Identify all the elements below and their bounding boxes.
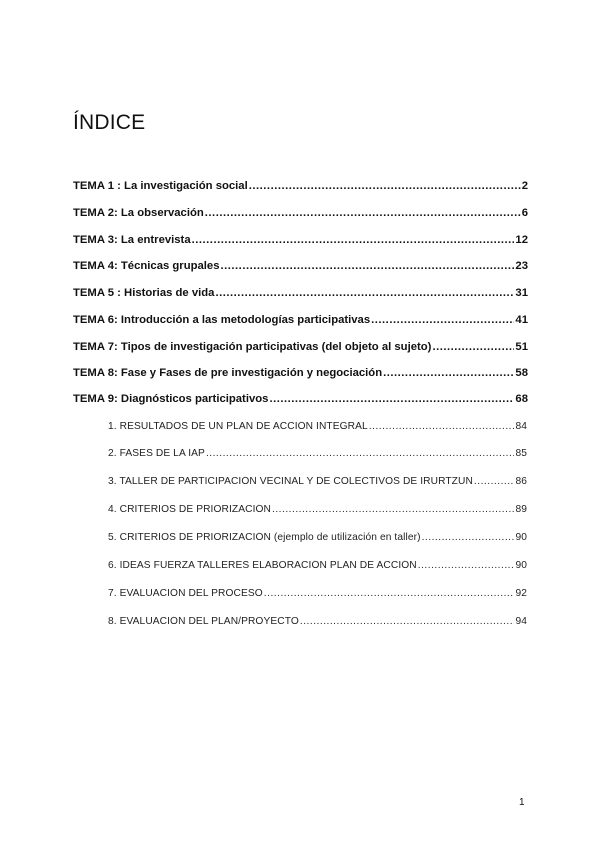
toc-subentry-label: 2. FASES DE LA IAP: [108, 448, 205, 459]
toc-subentry-label: 5. CRITERIOS DE PRIORIZACIÓN (ejemplo de utilización en taller): [108, 532, 421, 543]
dot-leader: [371, 314, 514, 326]
toc-entry-tema-8[interactable]: [73, 367, 528, 379]
toc-entry-label: TEMA 1 : La investigación social: [73, 180, 248, 192]
toc-entry-tema-9[interactable]: [73, 393, 528, 405]
toc-entry-page: 41: [515, 314, 528, 326]
toc-subentry-page: 89: [515, 504, 527, 515]
toc-entry-page: 23: [515, 260, 528, 272]
toc-subentry-2[interactable]: [108, 448, 527, 459]
toc-subentry-label: 6. IDEAS FUERZA TALLERES ELABORACIÓN PLAN DE ACCIÓN: [108, 560, 417, 571]
toc-entry-page: 51: [515, 341, 528, 353]
toc-subentry-3[interactable]: [108, 476, 527, 487]
toc-subentry-label: 7. EVALUACIÓN DEL PROCESO: [108, 588, 263, 599]
toc-entry-label: TEMA 3: La entrevista: [73, 234, 191, 246]
toc-entry-tema-3[interactable]: [73, 234, 528, 246]
toc-entry-label: TEMA 7: Tipos de investigación participativas (del objeto al sujeto): [73, 341, 432, 353]
toc-entry-label: TEMA 5 : Historias de vida: [73, 287, 215, 299]
dot-leader: [220, 260, 514, 272]
dot-leader: [422, 532, 515, 543]
toc-entry-page: 6: [521, 207, 528, 219]
dot-leader: [269, 393, 514, 405]
dot-leader: [474, 476, 515, 487]
toc-subentry-page: 90: [515, 532, 527, 543]
dot-leader: [249, 180, 521, 192]
toc-subentry-page: 85: [515, 448, 527, 459]
toc-entry-label: TEMA 6: Introducción a las metodologías participativas: [73, 314, 371, 326]
toc-subentry-7[interactable]: [108, 588, 527, 599]
dot-leader: [215, 287, 514, 299]
toc-subentry-page: 86: [515, 476, 527, 487]
toc-entry-tema-6[interactable]: [73, 314, 528, 326]
toc-subentry-4[interactable]: [108, 504, 527, 515]
toc-subentry-6[interactable]: [108, 560, 527, 571]
dot-leader: [383, 367, 514, 379]
toc-entry-page: 68: [515, 393, 528, 405]
dot-leader: [432, 341, 514, 353]
toc-subentry-label: 3. TALLER DE PARTICIPACIÓN VECINAL Y DE COLECTIVOS DE IRURTZUN: [108, 476, 473, 487]
toc-entry-page: 2: [521, 180, 528, 192]
toc-entry-label: TEMA 2: La observación: [73, 207, 204, 219]
toc-subentry-page: 94: [515, 616, 527, 627]
toc-entry-tema-2[interactable]: [73, 207, 528, 219]
toc-subentry-8[interactable]: [108, 616, 527, 627]
dot-leader: [300, 616, 515, 627]
toc-subentry-1[interactable]: [108, 421, 527, 432]
dot-leader: [205, 207, 521, 219]
toc-entry-label: TEMA 9: Diagnósticos participativos: [73, 393, 269, 405]
toc-entry-tema-1[interactable]: [73, 180, 528, 192]
toc-subentry-page: 92: [515, 588, 527, 599]
dot-leader: [272, 504, 514, 515]
toc-entry-tema-4[interactable]: [73, 260, 528, 272]
toc-subentry-label: 4. CRITERIOS DE PRIORIZACIÓN: [108, 504, 271, 515]
toc-entry-page: 31: [515, 287, 528, 299]
page-number: 1: [519, 797, 525, 808]
toc-subentry-5[interactable]: [108, 532, 527, 543]
toc-subentry-page: 90: [515, 560, 527, 571]
toc-entry-label: TEMA 4: Técnicas grupales: [73, 260, 220, 272]
toc-entry-page: 12: [515, 234, 528, 246]
dot-leader: [206, 448, 515, 459]
toc-entry-label: TEMA 8: Fase y Fases de pre investigación y negociación: [73, 367, 383, 379]
toc-subentry-label: 8. EVALUACIÓN DEL PLAN/PROYECTO: [108, 616, 299, 627]
dot-leader: [418, 560, 515, 571]
toc-subentry-page: 84: [515, 421, 527, 432]
toc-entry-page: 58: [515, 367, 528, 379]
page-title: ÍNDICE: [73, 111, 146, 134]
toc-entry-tema-5[interactable]: [73, 287, 528, 299]
dot-leader: [264, 588, 515, 599]
dot-leader: [369, 421, 515, 432]
toc-subentry-label: 1. RESULTADOS DE UN PLAN DE ACCIÓN INTEGRAL: [108, 421, 368, 432]
dot-leader: [192, 234, 515, 246]
toc-entry-tema-7[interactable]: [73, 341, 528, 353]
